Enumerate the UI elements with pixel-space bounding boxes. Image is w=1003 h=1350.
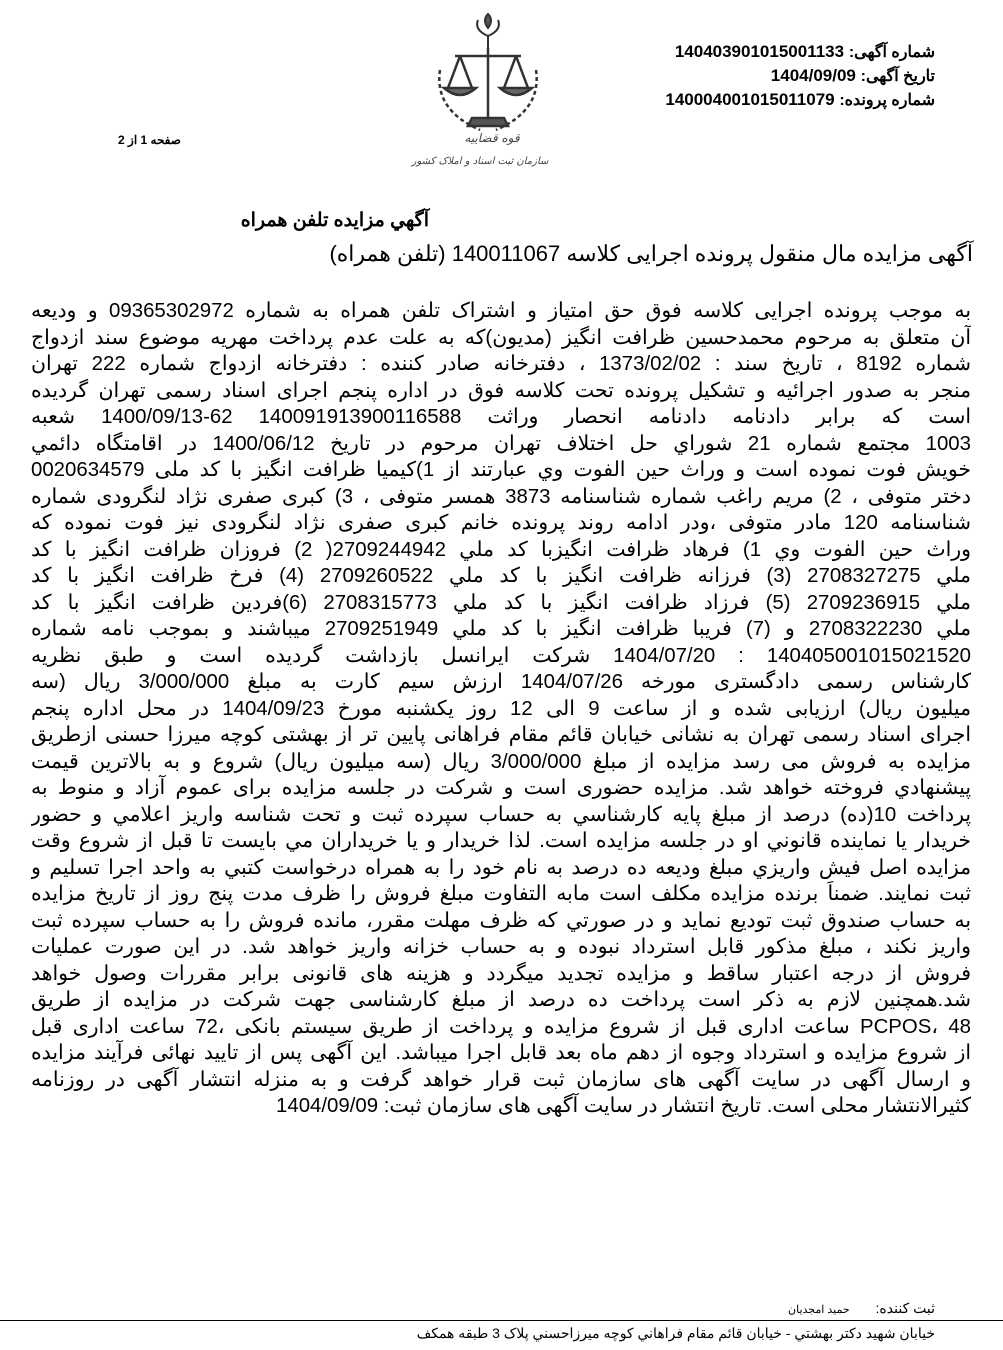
body-line: مزایده به فروش می رسد مزایده از مبلغ 3/000/000 ریال (سه میلیون ریال) شروع و به بالاترین قیمت bbox=[31, 750, 971, 773]
ad-date-label: تاریخ آگهی: bbox=[860, 68, 935, 85]
registrar bbox=[535, 1300, 935, 1317]
body-line: کثیرالانتشار محلی است. تاریخ انتشار در سایت آگهی های سازمان ثبت: 1404/09/09 bbox=[276, 1095, 971, 1117]
body-line: ثبت نمایند. ضمناً برنده مزایده مکلف است مابه التفاوت مبلغ فروش را ظرف مدت پنج روز از تاریخ مزایده bbox=[31, 883, 971, 905]
body-line: دختر متوفی ، 2) مریم راغب شماره شناسنامه 3873 همسر متوفی ، 3) کبری صفری نژاد لنگرودی شماره bbox=[31, 485, 971, 508]
body-line: و ارسال آگهی در سایت آگهی های سازمان ثبت قرار خواهد گرفت و به منزله انتشار آگهی در روزنامه bbox=[31, 1068, 971, 1091]
body-line: شماره 8192 ، تاریخ سند : 1373/02/02 ، دفترخانه صادر کننده : دفترخانه ازدواج شماره 222 تهران bbox=[31, 353, 971, 375]
registrar-label: ثبت کننده: bbox=[875, 1300, 935, 1316]
body-line: واریز نکند ، مبلغ مذکور قابل استرداد نبوده و به حساب خزانه واریز خواهد شد. در این صورت عملیات bbox=[31, 936, 971, 958]
body-line: به حساب صندوق ثبت تودیع نماید و در صورتي که ظرف مهلت مقرر، مانده فروش را به حساب سپرده ثبت bbox=[31, 909, 971, 932]
org-name: قوه قضاییه bbox=[464, 131, 520, 145]
body-line: پیشنهادي فروخته خواهد شد. مزایده حضوری است و شرکت در جلسه مزایده برای عموم آزاد و منوط به bbox=[31, 777, 971, 799]
body-line: اجرای اسناد رسمی تهران به نشانی خیابان قائم مقام فراهانی پایین تر از بهشتی کوچه میرزا حسنی ازطریق bbox=[31, 724, 971, 746]
body-line: است که برابر دادنامه دادنامه انحصار وراثت 140091913900116588 62-1400/09/13 شعبه bbox=[31, 406, 971, 428]
body-line: وراث حین الفوت وي 1) فرهاد ظرافت انگیزبا کد ملي 2709244942( 2) فروزان ظرافت انگیز با کد bbox=[31, 538, 971, 561]
ad-meta bbox=[555, 40, 935, 112]
body-line: 140405001015021520 : 1404/07/20 شرکت ایرانسل بازداشت گردیده است و طبق نظریه bbox=[31, 644, 971, 667]
page-number: صفحه 1 از 2 bbox=[118, 133, 181, 147]
body-line: به موجب پرونده اجرایی کلاسه فوق حق امتیاز و اشتراک تلفن همراه به شماره 09365302972 و ودیعه bbox=[31, 300, 971, 322]
scales-of-justice-icon bbox=[400, 6, 550, 176]
ad-date: 1404/09/09 bbox=[770, 66, 856, 85]
ad-number-label: شماره آگهی: bbox=[848, 44, 935, 61]
office-address: خیابان شهید دکتر بهشتي - خیابان قائم مقام فراهاني کوچه میرزاحسني پلاک 3 طبقه همکف bbox=[416, 1325, 935, 1341]
ad-subtitle: آگهی مزایده مال منقول پرونده اجرایی کلاسه 140011067 (تلفن همراه) bbox=[329, 241, 973, 266]
body-line: منجر به صدور اجرائیه و تشکیل پرونده تحت کلاسه فوق در اداره پنجم اجرای اسناد رسمی تهران گردیده bbox=[31, 379, 971, 402]
ad-title: آگهي مزايده تلفن همراه bbox=[240, 210, 429, 231]
case-number-label: شماره پرونده: bbox=[839, 92, 935, 109]
footer-divider bbox=[0, 1320, 1003, 1321]
org-subname: سازمان ثبت اسناد و املاک کشور bbox=[411, 156, 549, 167]
body-line: مزایده اصل فیش واریزي مبلغ ودیعه ده درصد به نام خود را به همراه درخواست کتبي به واحد اجرا تسلیم و bbox=[31, 856, 971, 879]
body-line: خویش فوت نموده است و وراث حین الفوت وي عبارتند از 1)کیمیا ظرافت انگیز با کد ملی 0020634579 bbox=[31, 459, 971, 481]
body-line: شد.همچنین لازم به ذکر است پرداخت ده درصد از مبلغ کارشناسی جهت شرکت در مزایده از طریق bbox=[31, 989, 971, 1011]
body-line: کارشناس رسمی دادگستری مورخه 1404/07/26 ارزش سیم کارت به مبلغ 3/000/000 ریال (سه bbox=[31, 671, 971, 693]
registrar-name: حمید امجدیان bbox=[788, 1304, 850, 1316]
ad-date-row bbox=[555, 64, 935, 88]
ad-body bbox=[31, 298, 971, 1120]
body-line: شناسنامه 120 مادر متوفی ،ودر ادامه روند پرونده خانم کبری صفری نژاد لنگرودی نیز فوت نموده که bbox=[31, 512, 971, 534]
body-line: آن متعلق به مرحوم محمدحسین ظرافت انگیز (مدیون)که به علت عدم پرداخت مهریه موضوع سند ازدواج bbox=[31, 326, 971, 349]
body-line: ملي 2709236915 (5) فرزاد ظرافت انگیز با کد ملي 2708315773 (6)فردین ظرافت انگیز با کد bbox=[31, 591, 971, 614]
case-number: 140004001015011079 bbox=[665, 90, 835, 109]
body-line: ملي 2708327275 (3) فرزانه ظرافت انگیز با کد ملي 2709260522 (4) فرخ ظرافت انگیز با کد bbox=[31, 565, 971, 587]
body-line: پرداخت 10(ده) درصد از مبلغ پایه کارشناسي به حساب سپرده ثبت و تحت شناسه واریز اعلامي و حضور bbox=[31, 803, 971, 826]
body-line: فروش از درجه اعتبار ساقط و مزایده تجدید میگردد و هزینه های قانونی برابر مقررات وصول خواهد bbox=[31, 962, 971, 985]
body-line: 1003 مجتمع شماره 21 شوراي حل اختلاف تهران مرحوم در تاریخ 1400/06/12 در اقامتگاه دائمي bbox=[31, 432, 971, 455]
body-line: ملي 2708322230 و (7) فریبا ظرافت انگیز با کد ملي 2709251949 میباشند و بموجب نامه شماره bbox=[31, 618, 971, 640]
body-line: میلیون ریال) ارزیابی شده و از ساعت 9 الی 12 روز یکشنبه مورخ 1404/09/23 در محل اداره پنجم bbox=[31, 697, 971, 720]
judiciary-emblem bbox=[400, 6, 550, 176]
body-line: از شروع مزایده و استرداد وجوه از دهم ماه بعد قابل اجرا میباشد. این آگهی پس از تایید نهائی فرآیند مزایده bbox=[31, 1042, 971, 1064]
case-number-row bbox=[555, 88, 935, 112]
body-line: PCPOS، 48 ساعت اداری قبل از شروع مزایده و پرداخت از طریق سیستم بانکی ،72 ساعت اداری قبل bbox=[31, 1015, 971, 1038]
ad-number: 14040390101500113‍3 bbox=[674, 42, 845, 61]
ad-number-row bbox=[555, 40, 935, 64]
body-line: خریدار یا نماینده قانوني او در جلسه مزایده است. لذا خریدار و یا خریداران مي بایست تا قبل از شروع وقت bbox=[31, 830, 971, 852]
